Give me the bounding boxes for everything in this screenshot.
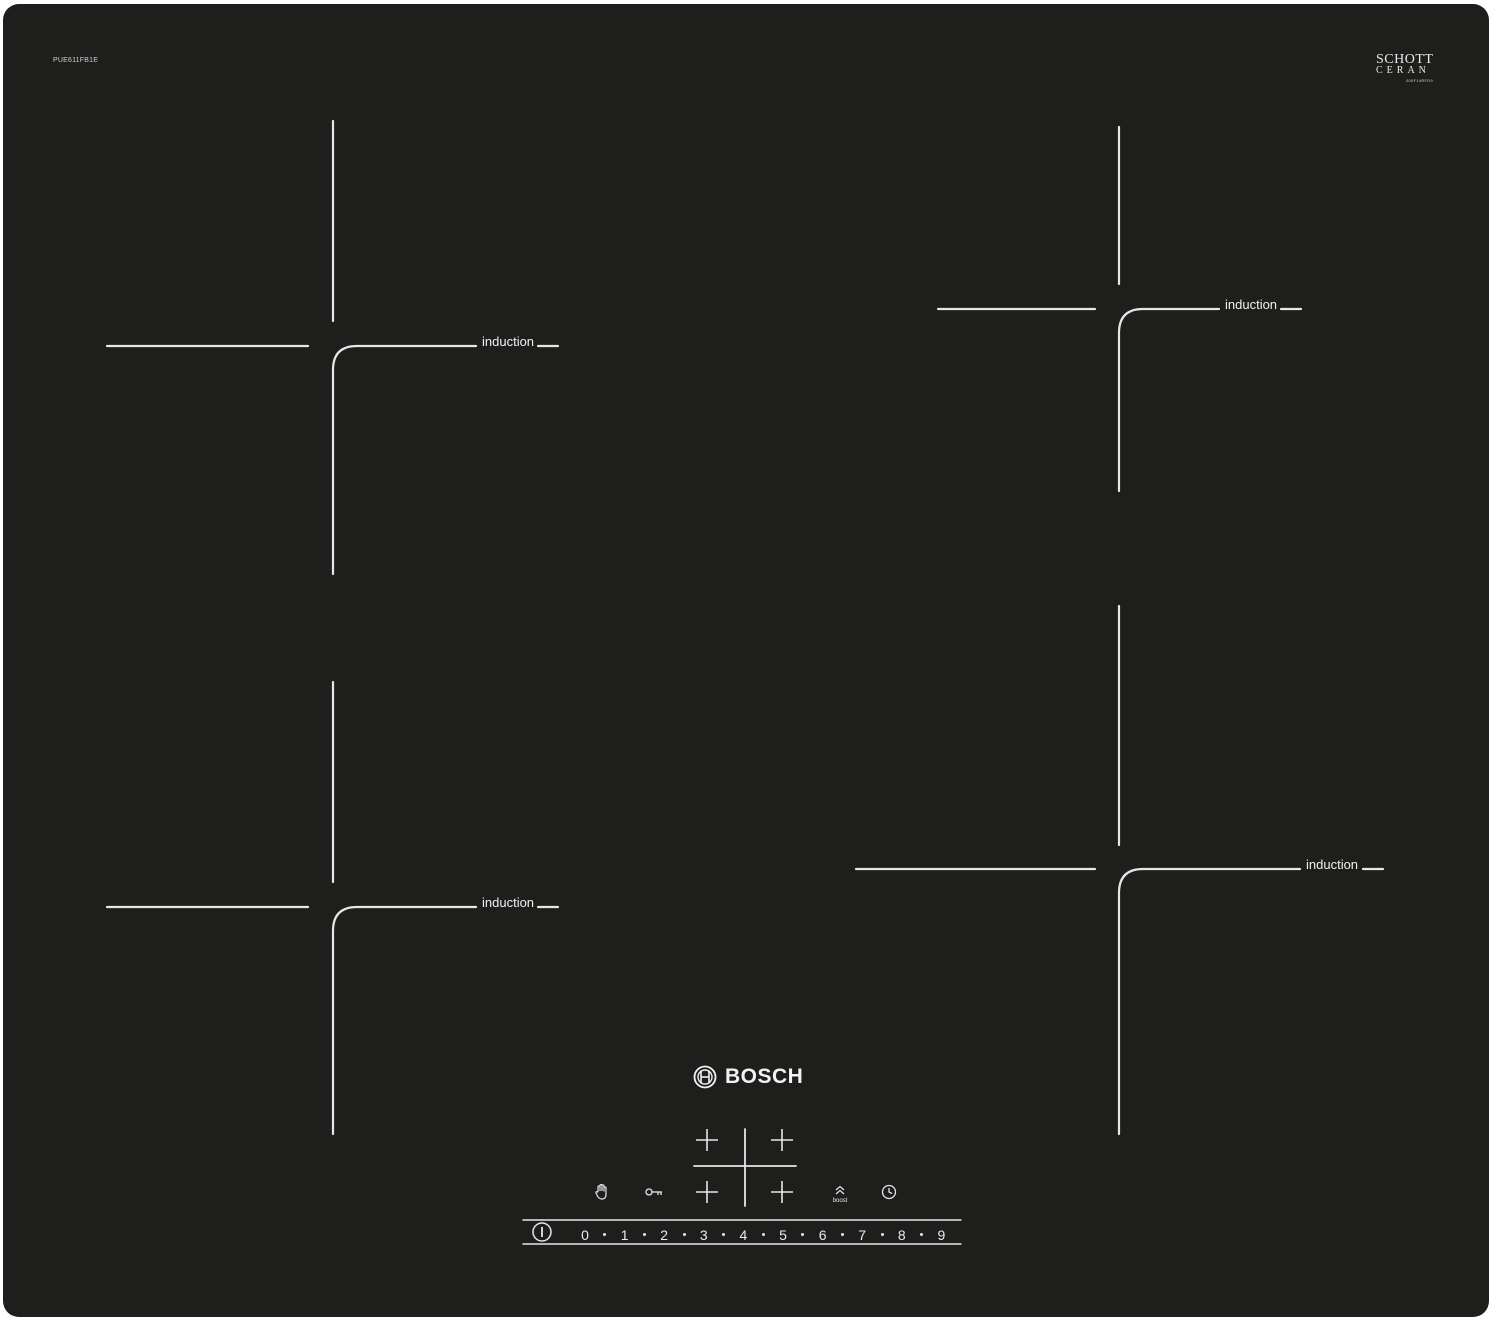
select-zone-front-right-button[interactable] [767, 1177, 797, 1207]
wipe-protection-button[interactable] [587, 1177, 617, 1207]
zone-label-front-right: induction [1225, 297, 1278, 312]
key-icon [645, 1187, 663, 1197]
power-level-5[interactable]: 5 [779, 1227, 787, 1243]
plus-icon [694, 1179, 720, 1205]
brand-name: BOSCH [725, 1065, 804, 1088]
child-lock-button[interactable] [639, 1177, 669, 1207]
schott-text: SCHOTT [1376, 52, 1434, 67]
cooking-zone-rear-right-marking [856, 606, 1383, 1134]
zone-label-rear-left: induction [482, 895, 535, 910]
power-level-4[interactable]: 4 [739, 1227, 748, 1243]
glass-code: 000F14RFD9 [1406, 78, 1434, 83]
induction-hob-glass-panel [3, 4, 1489, 1317]
double-chevron-up-icon [834, 1185, 846, 1195]
hand-icon [594, 1183, 610, 1201]
slider-separator-dot [762, 1233, 765, 1236]
slider-separator-dot [643, 1233, 646, 1236]
clock-icon [881, 1184, 897, 1200]
bosch-armature-icon [693, 1065, 717, 1089]
power-icon [531, 1221, 553, 1243]
plus-icon [769, 1179, 795, 1205]
power-level-7[interactable]: 7 [858, 1227, 867, 1243]
zone-markings [3, 4, 1489, 1317]
power-level-0[interactable]: 0 [581, 1227, 589, 1243]
boost-label: boost [832, 1198, 848, 1204]
power-level-8[interactable]: 8 [897, 1227, 906, 1243]
select-zone-rear-left-button[interactable] [692, 1125, 722, 1155]
slider-separator-dot [683, 1233, 686, 1236]
ceran-text: CERAN [1376, 65, 1430, 76]
plus-icon [694, 1127, 720, 1153]
power-level-9[interactable]: 9 [937, 1227, 946, 1243]
slider-separator-dot [841, 1233, 844, 1236]
power-on-off-button[interactable] [527, 1217, 557, 1247]
bosch-brand [693, 1062, 803, 1092]
plus-icon [769, 1127, 795, 1153]
timer-button[interactable] [874, 1177, 904, 1207]
power-level-2[interactable]: 2 [660, 1227, 669, 1243]
select-zone-front-left-button[interactable] [692, 1177, 722, 1207]
model-code: PUE611FB1E [53, 57, 99, 64]
power-level-3[interactable]: 3 [699, 1227, 708, 1243]
zone-label-rear-right: induction [1306, 857, 1359, 872]
power-level-6[interactable]: 6 [818, 1227, 827, 1243]
select-zone-rear-right-button[interactable] [767, 1125, 797, 1155]
power-level-1[interactable]: 1 [620, 1227, 629, 1243]
zone-label-front-left: induction [482, 334, 535, 349]
slider-separator-dot [881, 1233, 884, 1236]
